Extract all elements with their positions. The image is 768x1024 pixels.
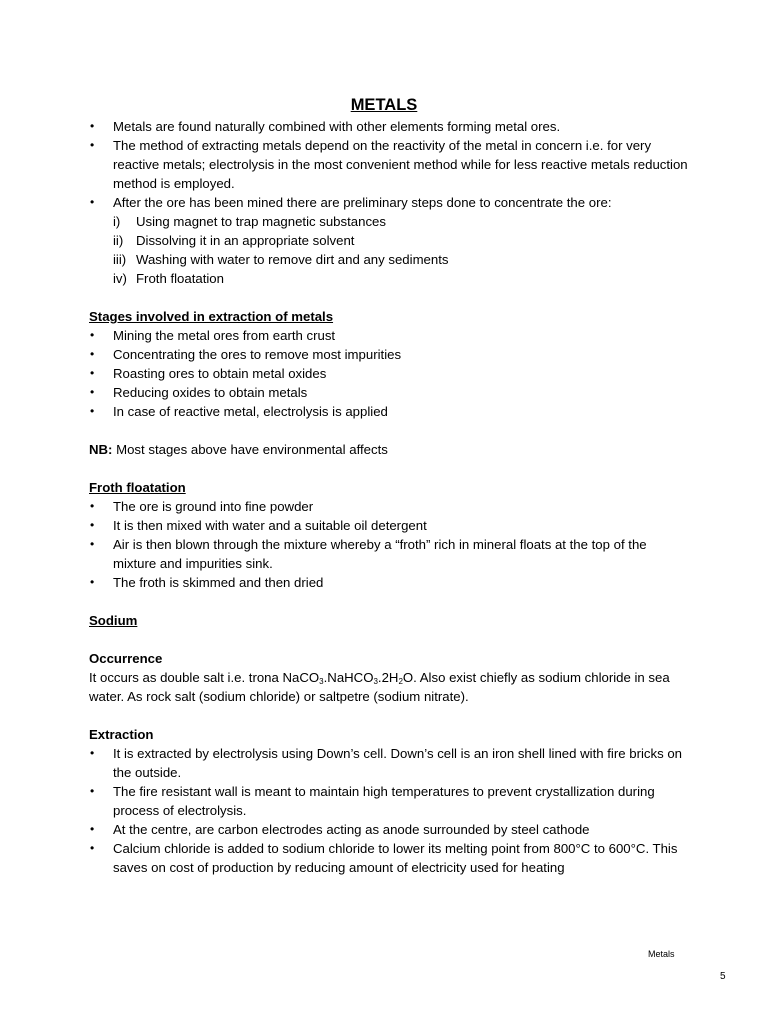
list-item	[89, 250, 689, 269]
stages-list	[89, 326, 689, 421]
nb-note	[89, 440, 689, 459]
footer-title: Metals	[648, 949, 675, 959]
list-item: • In case of reactive metal, electrolysis is applied	[89, 402, 689, 421]
list-item	[89, 231, 689, 250]
list-item: • Roasting ores to obtain metal oxides	[89, 364, 689, 383]
step-number: iv)	[113, 271, 127, 286]
step-text: Washing with water to remove dirt and any sediments	[136, 252, 449, 267]
extraction-heading: Extraction	[89, 727, 154, 742]
extraction-list	[89, 744, 689, 877]
list-item: • The froth is skimmed and then dried	[89, 573, 689, 592]
list-item: • The method of extracting metals depend on the reactivity of the metal in concern i.e. for very reactive metals; electrolysis in the most convenient method while for less reactive metals reduction method is employed.	[89, 136, 689, 193]
step-text: Froth floatation	[136, 271, 224, 286]
nb-text: Most stages above have environmental affects	[112, 442, 388, 457]
intro-list	[89, 117, 689, 212]
list-item: • It is then mixed with water and a suitable oil detergent	[89, 516, 689, 535]
list-item: • Reducing oxides to obtain metals	[89, 383, 689, 402]
nb-label: NB:	[89, 442, 113, 457]
stages-heading: Stages involved in extraction of metals	[89, 309, 334, 324]
concentration-steps-list	[89, 212, 689, 288]
froth-list	[89, 497, 689, 592]
step-number: iii)	[113, 252, 127, 267]
list-item: • Air is then blown through the mixture whereby a “froth” rich in mineral floats at the top of the mixture and impurities sink.	[89, 535, 689, 573]
page-number: 5	[720, 971, 726, 982]
page-title: METALS	[350, 96, 418, 114]
list-item	[89, 212, 689, 231]
sodium-heading: Sodium	[89, 613, 138, 628]
step-text: Using magnet to trap magnetic substances	[136, 214, 386, 229]
occurrence-paragraph: It occurs as double salt i.e. trona $NaCO_3.NaHCO_3.2H_2O$. Also exist chiefly as sodium chloride in sea water. As rock salt (sodium chloride) or saltpetre (sodium nitrate).	[89, 670, 670, 704]
list-item: • Concentrating the ores to remove most impurities	[89, 345, 689, 364]
step-text: Dissolving it in an appropriate solvent	[136, 233, 355, 248]
froth-heading: Froth floatation	[89, 480, 186, 495]
occurrence-heading: Occurrence	[89, 651, 163, 666]
list-item: • The fire resistant wall is meant to maintain high temperatures to prevent crystallization during process of electrolysis.	[89, 782, 689, 820]
list-item: • It is extracted by electrolysis using Down’s cell. Down’s cell is an iron shell lined with fire bricks on the outside.	[89, 744, 689, 782]
list-item	[89, 269, 689, 288]
step-number: i)	[113, 214, 121, 229]
list-item: • At the centre, are carbon electrodes acting as anode surrounded by steel cathode	[89, 820, 689, 839]
list-item: • The ore is ground into fine powder	[89, 497, 689, 516]
list-item: • After the ore has been mined there are preliminary steps done to concentrate the ore:	[89, 193, 689, 212]
step-number: ii)	[113, 233, 124, 248]
list-item: • Mining the metal ores from earth crust	[89, 326, 689, 345]
list-item: • Metals are found naturally combined with other elements forming metal ores.	[89, 117, 689, 136]
list-item: • Calcium chloride is added to sodium chloride to lower its melting point from 800°C to 600°C. This saves on cost of production by reducing amount of electricity used for heating	[89, 839, 689, 877]
document-body	[89, 94, 689, 877]
